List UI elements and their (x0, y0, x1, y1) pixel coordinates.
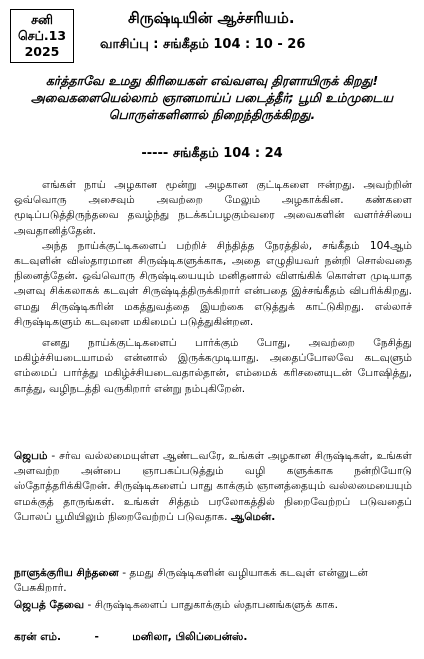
devotional-body (14, 178, 412, 397)
author-separator: - (94, 631, 99, 643)
need-label: ஜெபத் தேவை (14, 599, 85, 611)
prayer-text: - சர்வ வல்லமையுள்ள ஆண்டவரே, உங்கள் அழகான சிருஷ்டிகள், உங்கள் அளவற்ற அன்பை ஞாபகப்படுத்தும் வழி களுக்காக நன்றியோடு ஸ்தோத்தரிக்கிறேன். சிருஷ்டிகளைப் பாது காக்கும் ஞானத்தையும் வல்லமையையும் எமக்குத் தாருங்கள். உங்கள் சித்தம் பரலோகத்தில் நிறைவேற்றப் படுவதைப் போலப் பூமியிலும் நிறைவேற்றப் படுவதாக. (14, 450, 412, 523)
date-box (10, 9, 74, 63)
daily-thought (14, 566, 412, 596)
page-title: சிருஷ்டியின் ஆச்சரியம். (128, 9, 295, 27)
thought-text: - தமது சிருஷ்டிகளின் வழியாகக் கடவுள் என்னுடன் பேசுகிறார். (14, 567, 368, 594)
date-year: 2025 (24, 44, 60, 59)
verse-reference: ----- சங்கீதம் 104 : 24 (141, 146, 283, 161)
prayer-section (14, 449, 412, 525)
author-line (14, 630, 412, 645)
author-place: மனிலா, பிலிப்பைன்ஸ். (132, 631, 248, 643)
date-month: செப்.13 (17, 28, 67, 43)
thought-label: நாளுக்குரிய சிந்தனை (14, 567, 119, 579)
need-text: - சிருஷ்டிகளைப் பாதுகாக்கும் ஸ்தாபனங்களுக் காக. (84, 599, 338, 611)
author-name: கரன் எம். (14, 631, 62, 643)
paragraph-3: எனது நாய்க்குட்டிகளைப் பார்க்கும் போது, அவற்றை நேசித்து மகிழ்ச்சியடையாமல் என்னால் இருக்கமுடியாது. அதைப்போலவே கடவுளும் எம்மைப் பார்த்து மகிழ்ச்சியடைவதால்தான், எம்மைக் கரிசனையுடன் போஷித்து, காத்து, வழிநடத்தி வருகிறார் என்று நம்புகிறேன். (14, 337, 412, 395)
paragraph-1: எங்கள் நாய் அழகான மூன்று அழகான குட்டிகளை ஈன்றது. அவற்றின் ஒவ்வொரு அசைவும் அவற்றை மேலும் அழகாக்கின. கண்களை மூடிப்படுத்திருந்தவை தவழ்ந்து நடக்கப்பழகும்வரை அவைகளின் வளர்ச்சியை அவதானித்தேன். (14, 179, 412, 237)
key-verse: கர்த்தாவே உமது கிரியைகள் எவ்வளவு திரளாயிருக் கிறது! அவைகளையெல்லாம் ஞானமாய்ப் படைத்தீர்; பூமி உம்முடைய பொருள்களினால் நிறைந்திருக்கிறது. (30, 73, 394, 122)
prayer-need (14, 598, 412, 613)
reading-reference: வாசிப்பு : சங்கீதம் 104 : 10 - 26 (100, 37, 306, 52)
date-day: சனி (31, 12, 53, 27)
prayer-label: ஜெபம் (14, 450, 48, 462)
paragraph-2: அந்த நாய்க்குட்டிகளைப் பற்றிச் சிந்தித்த நேரத்தில், சங்கீதம் 104ஆம் கடவுளின் விஸ்தாரமான சிருஷ்டிகளுக்காக, அதை எழுதியவர் நன்றி சொல்வதை நினைத்தேன். ஒவ்வொரு சிருஷ்டியையும் மனிதனால் விளங்கிக் கொள்ள முடியாத அளவு சிக்கலாகக் கடவுள் சிருஷ்டித்திருக்கிறார் என்பதை இச்சங்கீதம் விபரிக்கிறது. எமது சிருஷ்டிகரின் மகத்துவத்தை இயற்கை எடுத்துக் காட்டுகிறது. எல்லாச் சிருஷ்டிகளும் கடவுளை மகிமைப் படுத்துகின்றன. (14, 239, 412, 328)
prayer-amen: ஆமென். (230, 510, 276, 523)
